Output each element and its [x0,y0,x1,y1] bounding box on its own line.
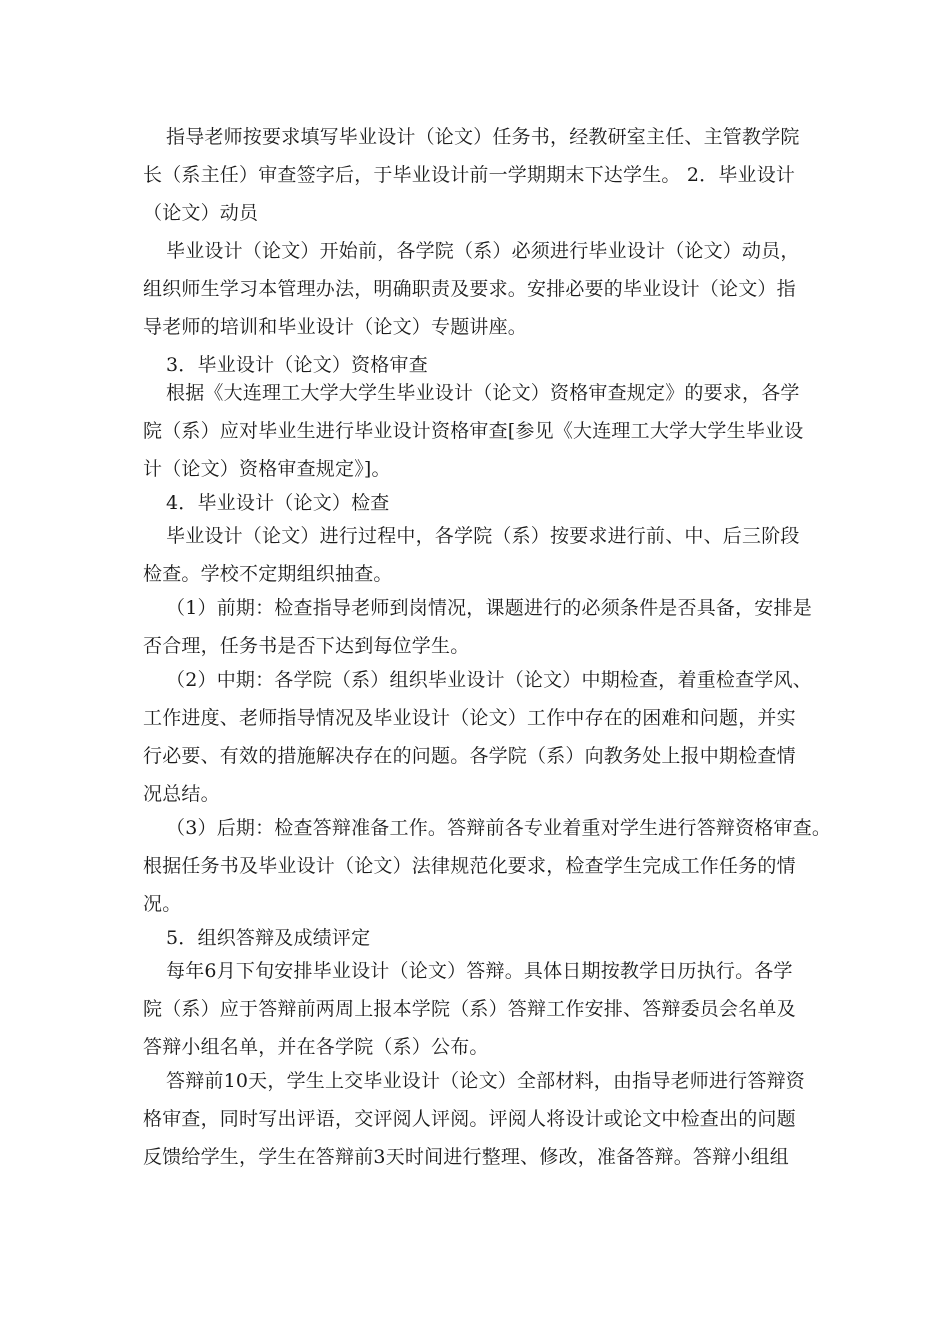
text-line: 格审查，同时写出评语，交评阅人评阅。评阅人将设计或论文中检查出的问题 [143,1108,796,1130]
text-line: 组织师生学习本管理办法，明确职责及要求。安排必要的毕业设计（论文）指 [143,278,796,300]
text-line: 检查。学校不定期组织抽查。 [143,563,393,585]
text-line: （论文）动员 [143,202,259,224]
text-line: （3）后期：检查答辩准备工作。答辩前各专业着重对学生进行答辩资格审查。 [166,817,832,839]
text-line: 院（系）应对毕业生进行毕业设计资格审查[参见《大连理工大学大学生毕业设 [143,420,804,442]
text-line: （1）前期：检查指导老师到岗情况，课题进行的必须条件是否具备，安排是 [166,597,812,619]
text-line: 导老师的培训和毕业设计（论文）专题讲座。 [143,316,528,338]
text-line: 工作进度、老师指导情况及毕业设计（论文）工作中存在的困难和问题，并实 [143,707,796,729]
text-line: （2）中期：各学院（系）组织毕业设计（论文）中期检查，着重检查学风、 [166,669,812,691]
text-line: 根据《大连理工大学大学生毕业设计（论文）资格审查规定》的要求，各学 [166,382,800,404]
text-line: 反馈给学生，学生在答辩前3天时间进行整理、修改，准备答辩。答辩小组组 [143,1146,789,1168]
text-line: 院（系）应于答辩前两周上报本学院（系）答辩工作安排、答辩委员会名单及 [143,998,796,1020]
section-heading: 5．组织答辩及成绩评定 [166,927,371,949]
text-line: 毕业设计（论文）进行过程中，各学院（系）按要求进行前、中、后三阶段 [166,525,800,547]
text-line: 每年6月下旬安排毕业设计（论文）答辩。具体日期按教学日历执行。各学 [166,960,793,982]
text-line: 长（系主任）审查签字后，于毕业设计前一学期期末下达学生。 2．毕业设计 [143,164,796,186]
text-line: 指导老师按要求填写毕业设计（论文）任务书，经教研室主任、主管教学院 [166,126,800,148]
text-line: 答辩小组名单，并在各学院（系）公布。 [143,1036,489,1058]
text-line: 计（论文）资格审查规定》]。 [143,458,391,480]
section-heading: 3．毕业设计（论文）资格审查 [166,354,428,376]
text-line: 毕业设计（论文）开始前，各学院（系）必须进行毕业设计（论文）动员， [166,240,800,262]
text-line: 行必要、有效的措施解决存在的问题。各学院（系）向教务处上报中期检查情 [143,745,796,767]
text-line: 答辩前10天，学生上交毕业设计（论文）全部材料，由指导老师进行答辩资 [166,1070,805,1092]
text-line: 况。 [143,893,182,915]
text-line: 况总结。 [143,783,220,805]
text-line: 根据任务书及毕业设计（论文）法律规范化要求，检查学生完成工作任务的情 [143,855,796,877]
text-line: 否合理，任务书是否下达到每位学生。 [143,635,470,657]
section-heading: 4．毕业设计（论文）检查 [166,492,390,514]
